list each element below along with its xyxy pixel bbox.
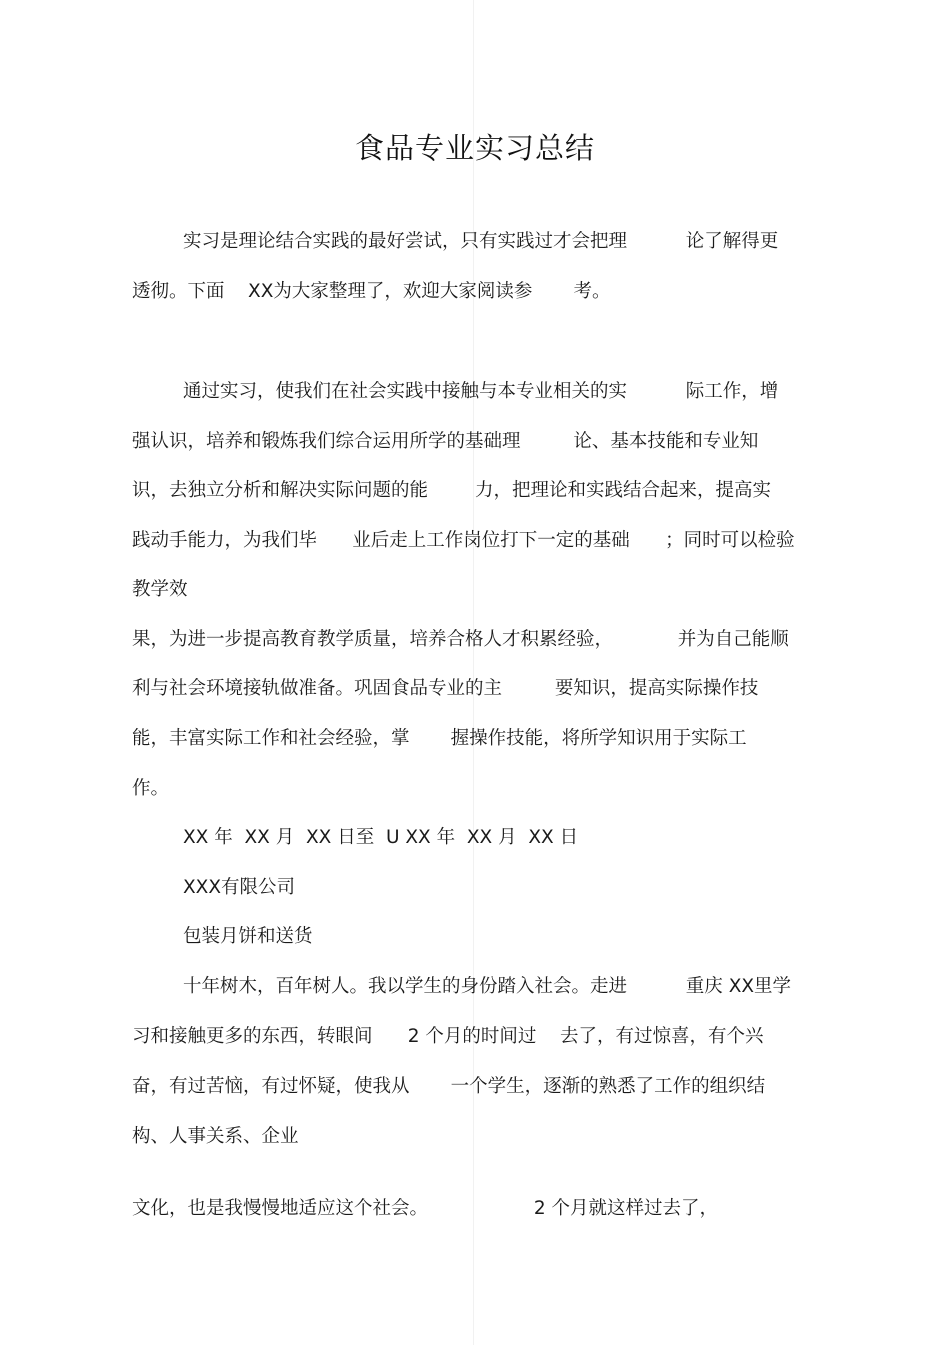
body-line: 文化，也是我慢慢地适应这个社会。 2 个月就这样过去了，: [132, 1198, 719, 1219]
body-line: 利与社会环境接轨做准备。巩固食品专业的主 要知识，提高实际操作技: [132, 678, 759, 699]
task-line: 包装月饼和送货: [183, 926, 313, 947]
body-line: 践动手能力，为我们毕 业后走上工作岗位打下一定的基础 ；同时可以检验: [132, 530, 795, 551]
body-line: 十年树木，百年树人。我以学生的身份踏入社会。走进 重庆 XX里学: [183, 976, 792, 997]
body-line: 能，丰富实际工作和社会经验，掌 握操作技能，将所学知识用于实际工: [132, 728, 747, 749]
date-range-line: XX 年 XX 月 XX 日至 U XX 年 XX 月 XX 日: [183, 827, 579, 848]
company-line: XXX有限公司: [183, 877, 296, 898]
body-line: 奋，有过苦恼，有过怀疑，使我从 一个学生，逐渐的熟悉了工作的组织结: [132, 1076, 766, 1097]
body-line: 通过实习，使我们在社会实践中接触与本专业相关的实 际工作，增: [183, 381, 779, 402]
body-line: 识，去独立分析和解决实际问题的能 力，把理论和实践结合起来，提高实: [132, 480, 772, 501]
body-line: 实习是理论结合实践的最好尝试，只有实践过才会把理 论了解得更: [183, 231, 779, 252]
body-line: 透彻。下面 XX为大家整理了，欢迎大家阅读参 考。: [132, 281, 611, 302]
body-line: 果，为进一步提高教育教学质量，培养合格人才积累经验， 并为自己能顺: [132, 629, 789, 650]
body-line: 习和接触更多的东西，转眼间 2 个月的时间过 去了，有过惊喜，有个兴: [132, 1026, 764, 1047]
document-title: 食品专业实习总结: [354, 131, 595, 165]
body-line: 作。: [132, 778, 170, 799]
body-line: 强认识，培养和锻炼我们综合运用所学的基础理 论、基本技能和专业知: [132, 431, 759, 452]
body-line: 教学效: [132, 579, 188, 600]
page-fold-line: [473, 0, 474, 1345]
body-line: 构、人事关系、企业: [132, 1126, 299, 1147]
